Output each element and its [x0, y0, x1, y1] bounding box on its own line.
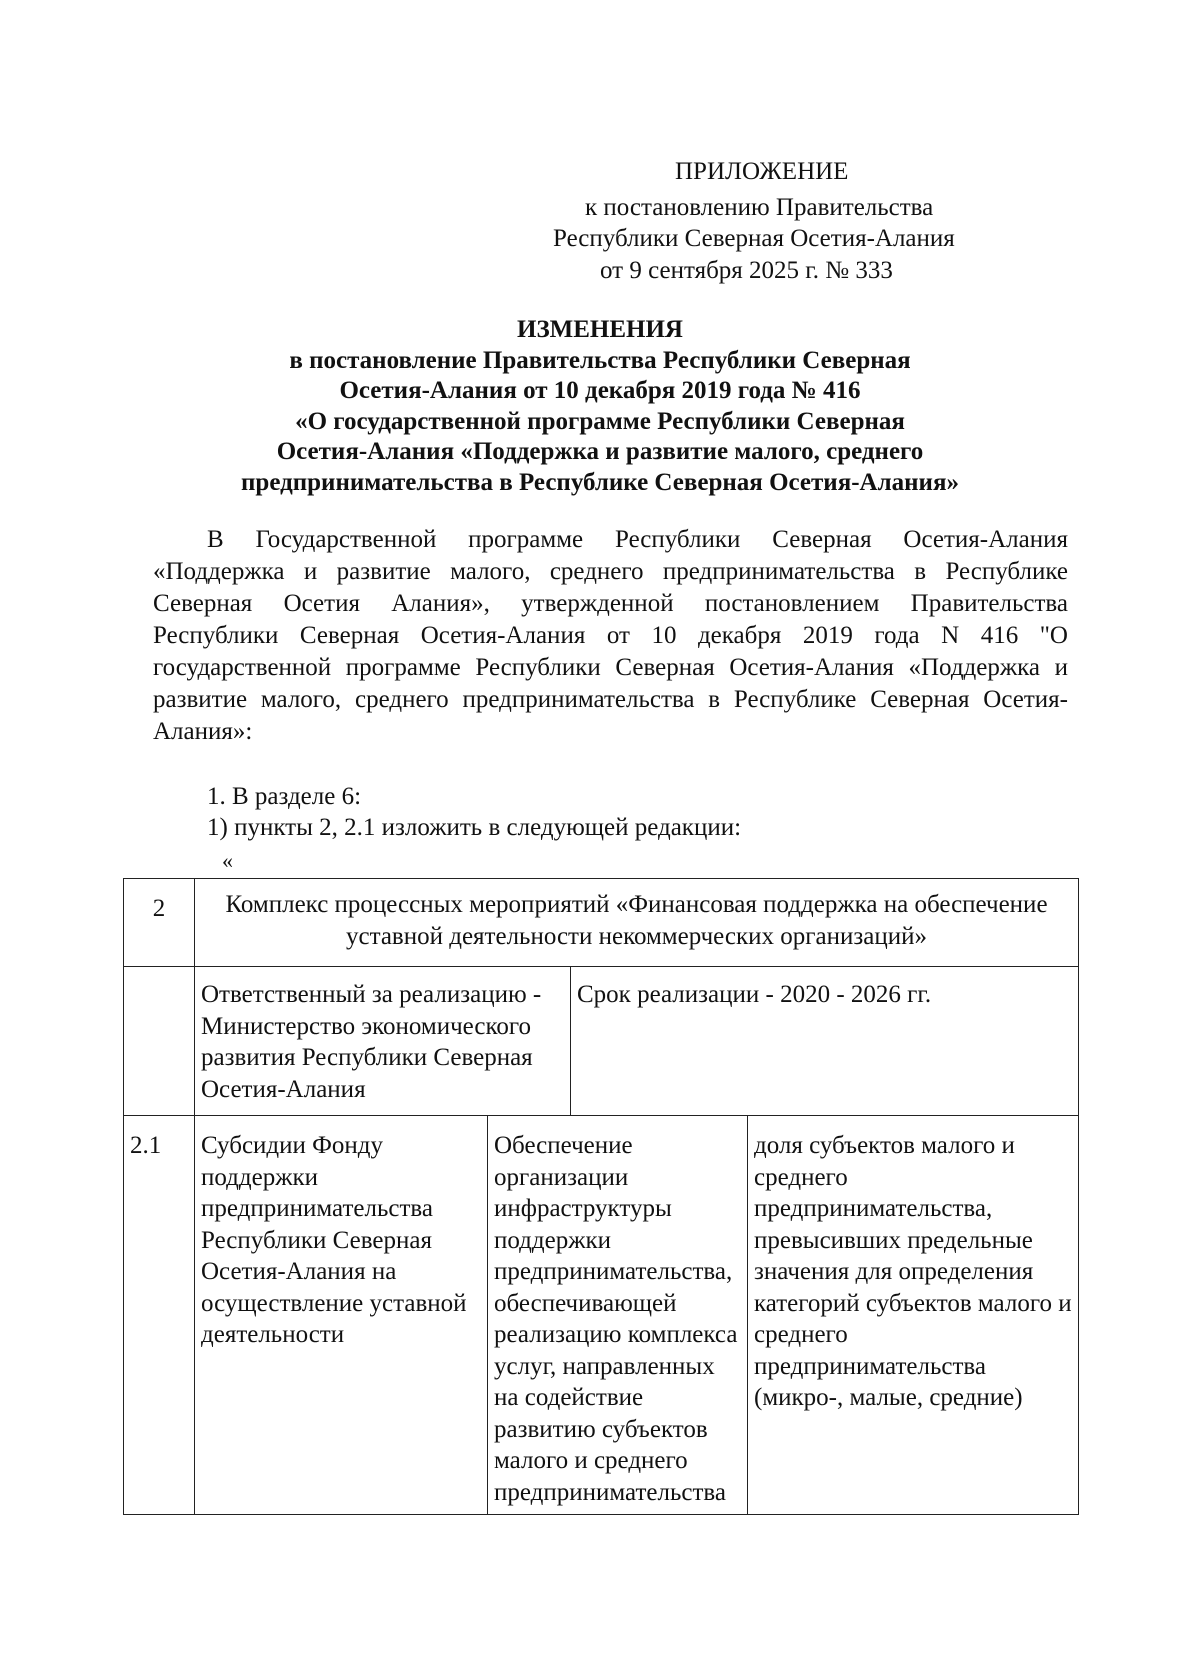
- heading-line: Осетия-Алания от 10 декабря 2019 года № 416: [339, 377, 861, 404]
- empty-cell: [124, 967, 195, 1116]
- heading-line: в постановление Правительства Республики Северная: [289, 346, 911, 374]
- measure-indicator-cell: доля субъектов малого и среднего предпринимательства, превысивших предельные значения для определения категорий субъектов малого и среднего предпринимательства (микро-, малые, средние): [748, 1116, 1079, 1515]
- appendix-reference-line: Республики Северная Осетия-Алания: [553, 225, 955, 252]
- responsible-cell: Ответственный за реализацию - Министерство экономического развития Республики Северная Осетия-Алания: [195, 967, 571, 1116]
- heading-line: Осетия-Алания «Поддержка и развитие малого, среднего: [276, 438, 924, 465]
- table-row: [124, 967, 1079, 1116]
- intro-paragraph: В Государственной программе Республики Северная Осетия-Алания «Поддержка и развитие малого, среднего предпринимательства в Республике Северная Осетия Алания», утвержденной постановлением Правительства Республики Северная Осетия-Алания от 10 декабря 2019 года N 416 "О государственной программе Республики Северная Осетия-Алания «Поддержка и развитие малого, среднего предпринимательства в Республике Северная Осетия-Алания»:: [153, 526, 1068, 745]
- complex-title-cell: Комплекс процессных мероприятий «Финансовая поддержка на обеспечение уставной деятельности некоммерческих организаций»: [195, 879, 1079, 967]
- heading-line: предпринимательства в Республике Северная Осетия-Алания»: [241, 468, 959, 496]
- program-table: [123, 878, 1079, 1515]
- heading-line: «О государственной программе Республики Северная: [295, 407, 905, 435]
- row-number: 2.1: [124, 1116, 195, 1515]
- appendix-title: ПРИЛОЖЕНИЕ: [675, 158, 849, 185]
- term-cell: Срок реализации - 2020 - 2026 гг.: [571, 967, 1079, 1116]
- appendix-reference-line: к постановлению Правительства: [585, 194, 934, 221]
- table-row: [124, 879, 1079, 967]
- heading-title: ИЗМЕНЕНИЯ: [517, 316, 683, 343]
- opening-quote: «: [222, 848, 233, 873]
- list-item: 1) пункты 2, 2.1 изложить в следующей редакции:: [207, 814, 742, 841]
- measure-goal-cell: Обеспечение организации инфраструктуры поддержки предпринимательства, обеспечивающей реализацию комплекса услуг, направленных на содействие развитию субъектов малого и среднего предпринимательства: [488, 1116, 748, 1515]
- document-heading: [150, 315, 1050, 498]
- table-row: [124, 1116, 1079, 1515]
- row-number: 2: [124, 879, 195, 967]
- appendix-date-number: от 9 сентября 2025 г. № 333: [600, 257, 893, 284]
- measure-name-cell: Субсидии Фонду поддержки предпринимательства Республики Северная Осетия-Алания на осуществление уставной деятельности: [195, 1116, 488, 1515]
- list-item: 1. В разделе 6:: [207, 783, 362, 810]
